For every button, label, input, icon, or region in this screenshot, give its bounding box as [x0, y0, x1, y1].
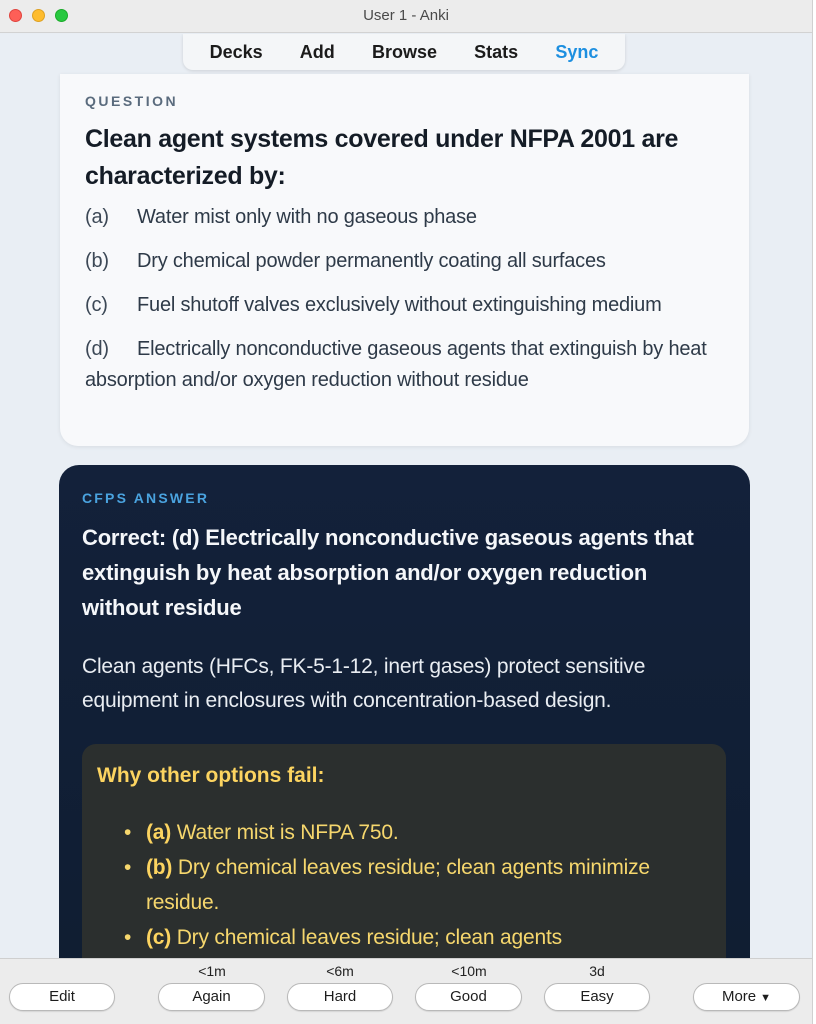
option-a — [85, 202, 725, 233]
question-text: Clean agent systems covered under NFPA 2001 are characterized by: — [85, 125, 679, 190]
toolbar-sync-link[interactable]: Sync — [555, 41, 599, 62]
good-button[interactable]: Good — [415, 983, 522, 1011]
toolbar-add-link[interactable]: Add — [299, 41, 335, 62]
why-other-options-box — [82, 744, 726, 958]
why-title: Why other options fail: — [97, 764, 325, 787]
answer-card — [59, 465, 750, 958]
good-interval: <10m — [451, 963, 487, 979]
question-options — [85, 202, 725, 396]
answer-bottom-bar — [0, 958, 812, 1024]
hard-interval: <6m — [326, 963, 354, 979]
window-title: User 1 - Anki — [363, 7, 449, 24]
why-item-c — [124, 920, 711, 955]
answer-label: CFPS ANSWER — [82, 490, 210, 506]
title-bar — [0, 0, 812, 33]
option-text: Water mist only with no gaseous phase — [137, 206, 477, 228]
again-interval: <1m — [198, 963, 226, 979]
toolbar-stats-link[interactable]: Stats — [474, 41, 519, 62]
option-letter: (c) — [85, 294, 108, 316]
question-label: QUESTION — [85, 93, 179, 109]
option-text: Fuel shutoff valves exclusively without extinguishing medium — [137, 294, 662, 316]
why-item-key: (c) — [146, 926, 172, 949]
top-toolbar — [183, 34, 625, 70]
again-button[interactable]: Again — [158, 983, 265, 1011]
more-button[interactable] — [693, 983, 800, 1011]
option-c — [85, 290, 725, 321]
hard-button[interactable]: Hard — [287, 983, 393, 1011]
option-d — [85, 334, 725, 396]
easy-button[interactable]: Easy — [544, 983, 650, 1011]
option-text: Dry chemical powder permanently coating all surfaces — [137, 250, 606, 272]
why-list — [97, 815, 711, 955]
why-item-a — [124, 815, 711, 850]
reviewer-area — [0, 34, 811, 958]
easy-interval: 3d — [589, 963, 605, 979]
toolbar-decks-link[interactable]: Decks — [209, 41, 263, 62]
option-letter: (b) — [85, 250, 109, 272]
why-item-key: (a) — [146, 821, 172, 844]
option-letter: (a) — [85, 206, 109, 228]
why-item-text: Dry chemical leaves residue; clean agents — [176, 926, 562, 949]
edit-button[interactable]: Edit — [9, 983, 115, 1011]
window-edge — [812, 0, 816, 1024]
more-label: More — [721, 988, 757, 1005]
caret-down-icon: ▼ — [760, 992, 772, 1004]
why-item-key: (b) — [146, 856, 173, 879]
question-card — [60, 74, 749, 446]
toolbar-browse-link[interactable]: Browse — [371, 41, 437, 62]
option-letter: (d) — [85, 338, 109, 360]
option-text: Electrically nonconductive gaseous agents that extinguish by heat absorption and/or oxygen reduction without residue — [85, 338, 707, 391]
answer-explanation: Clean agents (HFCs, FK-5-1-12, inert gases) protect sensitive equipment in enclosures with concentration-based design. — [82, 655, 646, 712]
option-b — [85, 246, 725, 277]
correct-answer-text: Correct: (d) Electrically nonconductive gaseous agents that extinguish by heat absorption and/or oxygen reduction without residue — [82, 525, 694, 620]
why-item-text: Dry chemical leaves residue; clean agents minimize residue. — [146, 856, 650, 914]
why-item-text: Water mist is NFPA 750. — [176, 821, 399, 844]
why-item-b — [124, 850, 711, 920]
